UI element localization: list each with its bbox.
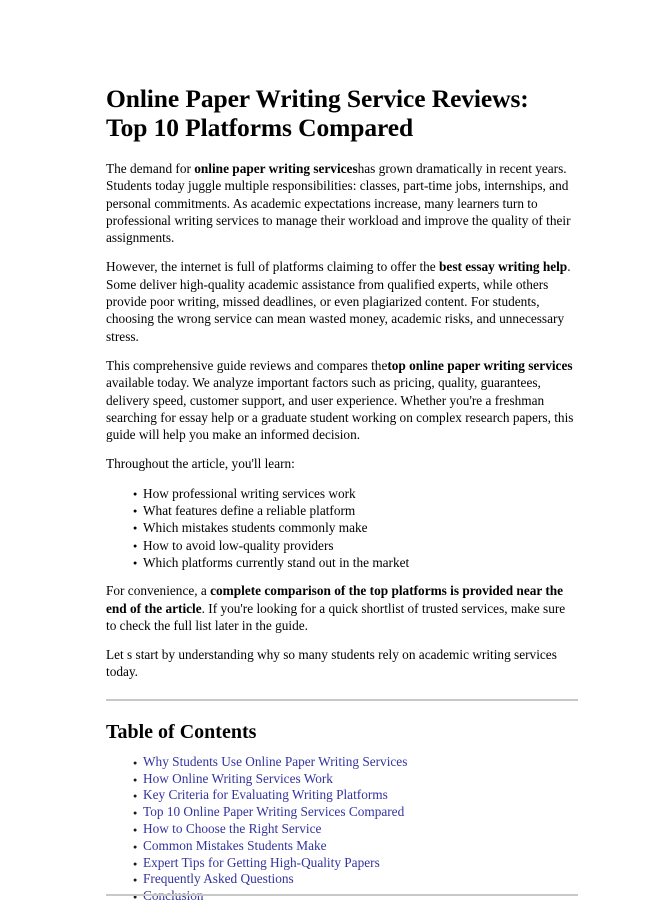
- toc-item[interactable]: [133, 821, 574, 838]
- toc-item[interactable]: [133, 754, 574, 771]
- document-content: [106, 84, 574, 905]
- toc-link[interactable]: Expert Tips for Getting High-Quality Papers: [143, 854, 380, 870]
- toc-item[interactable]: [133, 871, 574, 888]
- table-of-contents-list: [106, 754, 574, 905]
- table-of-contents-heading: Table of Contents: [106, 720, 257, 743]
- toc-link[interactable]: How to Choose the Right Service: [143, 820, 322, 836]
- list-item: ● How professional writing services work: [133, 485, 574, 502]
- toc-item[interactable]: [133, 771, 574, 788]
- learn-list-intro: Throughout the article, you'll learn:: [106, 456, 295, 472]
- paragraph-2-bold-phrase: best essay writing help: [439, 259, 568, 275]
- paragraph-5-text-b: . If you're looking for a quick shortlist of trusted services, make sure to check the full list later in the guide.: [106, 600, 566, 633]
- paragraph-3-text-a: This comprehensive guide reviews and compares the: [106, 357, 388, 373]
- paragraph-1-bold-phrase: online paper writing services: [194, 161, 358, 176]
- toc-link[interactable]: How Online Writing Services Work: [143, 770, 333, 786]
- toc-link[interactable]: Common Mistakes Students Make: [143, 837, 327, 853]
- toc-link[interactable]: Top 10 Online Paper Writing Services Compared: [143, 804, 405, 820]
- toc-item[interactable]: [133, 888, 574, 905]
- learn-list: [106, 485, 574, 571]
- section-divider-top: [106, 699, 578, 701]
- list-item: ● What features define a reliable platform: [133, 502, 574, 519]
- section-divider-bottom-wrapper: [106, 894, 578, 896]
- page-title-line-1: Online Paper Writing Service Reviews:: [106, 84, 529, 113]
- intro-paragraph-3: [106, 357, 574, 443]
- paragraph-2-text-b: . Some deliver high-quality academic assistance from qualified experts, while others provide poor writing, missed deadlines, or even plagiarized content. For students, choosing the wrong service can mean wasted money, academic risks, and unnecessary stress.: [106, 259, 571, 344]
- paragraph-1-text-b: has grown dramatically in recent years. Students today juggle multiple responsibilities: classes, part-time jobs, internships, and personal commitments. As academic expectations increase, many learners turn to professional writing services to manage their workload and improve the quality of their assignments.: [106, 161, 571, 246]
- section-divider-bottom: [106, 894, 578, 896]
- page-title-line-2: Top 10 Platforms Compared: [106, 113, 414, 142]
- paragraph-2-text-a: However, the internet is full of platforms claiming to offer the: [106, 259, 440, 275]
- toc-item[interactable]: [133, 838, 574, 855]
- list-item: ● How to avoid low-quality providers: [133, 537, 574, 554]
- closing-paragraph: Let s start by understanding why so many students rely on academic writing services today.: [106, 647, 557, 680]
- convenience-paragraph: [106, 582, 574, 634]
- intro-paragraph-1: [106, 160, 574, 246]
- toc-item[interactable]: [133, 855, 574, 872]
- paragraph-5-bold-phrase: complete comparison of the top platforms is provided near the end of the article: [106, 583, 564, 616]
- toc-link[interactable]: Frequently Asked Questions: [143, 871, 294, 887]
- toc-link[interactable]: Why Students Use Online Paper Writing Services: [143, 753, 408, 769]
- toc-link[interactable]: Conclusion: [143, 888, 204, 904]
- paragraph-3-bold-phrase: top online paper writing services: [387, 357, 573, 373]
- intro-paragraph-2: [106, 258, 574, 344]
- paragraph-1-text-a: The demand for: [106, 161, 195, 176]
- paragraph-5-text-a: For convenience, a: [106, 583, 211, 599]
- toc-item[interactable]: [133, 804, 574, 821]
- paragraph-3-text-b: available today. We analyze important factors such as pricing, quality, guarantees, delivery speed, customer support, and user experience. Whether you're a freshman searching for essay help or a graduate student working on complex research papers, this guide will help you make an informed decision.: [106, 375, 574, 443]
- list-item: ● Which mistakes students commonly make: [133, 519, 574, 536]
- toc-item[interactable]: [133, 787, 574, 804]
- list-item: ● Which platforms currently stand out in the market: [133, 554, 574, 571]
- toc-link[interactable]: Key Criteria for Evaluating Writing Platforms: [143, 787, 388, 803]
- page-title: [106, 84, 574, 142]
